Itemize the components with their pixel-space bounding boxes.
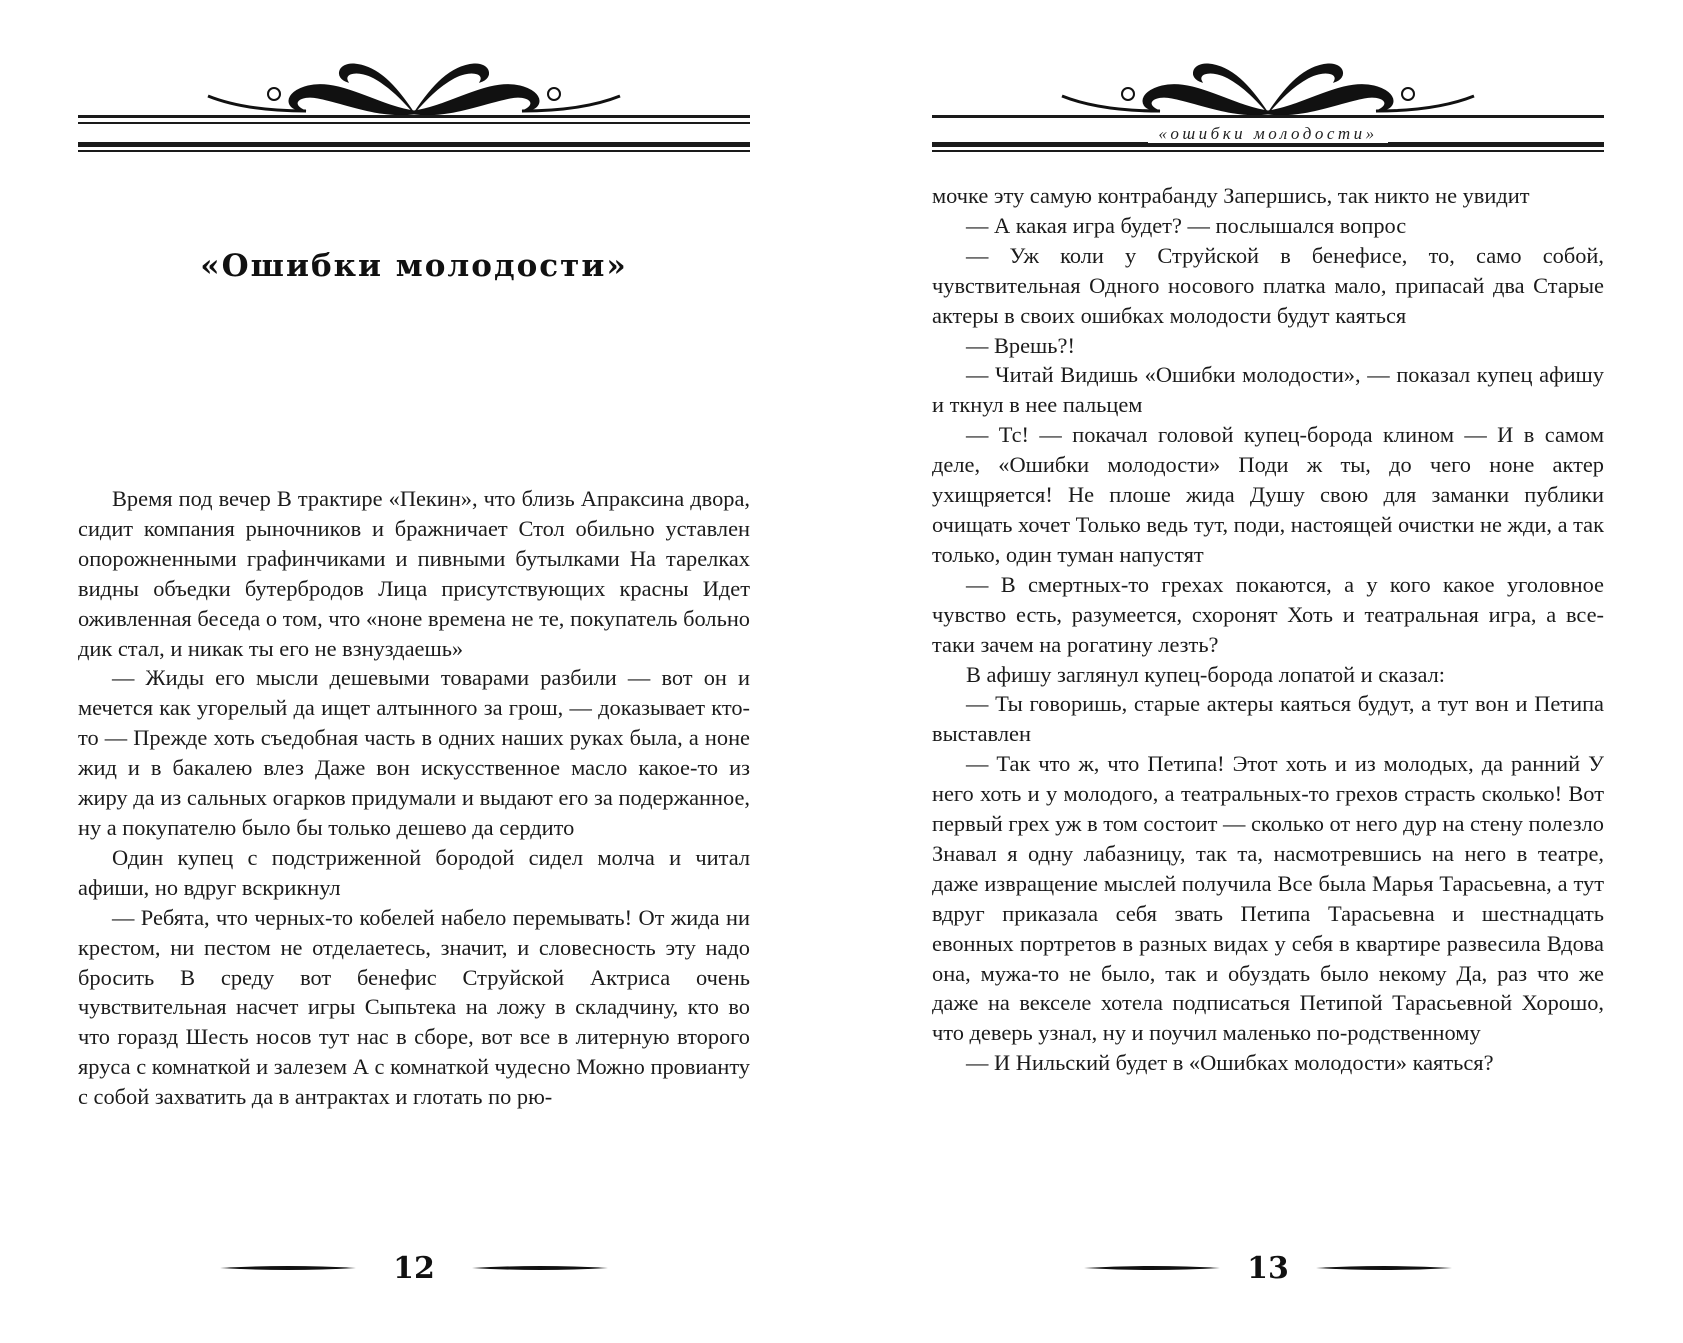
page-number: 13 [1247,1251,1289,1286]
footer-flourish-right-icon [470,1261,610,1275]
paragraph: Один купец с подстриженной бородой сидел молча и читал афиши, но вдруг вскрикнул [78,844,750,900]
paragraph: — Ребята, что черных-то кобелей набело перемывать! От жида ни крестом, ни пестом не отделаетесь, значит, и словесность эту надо бросить В среду вот бенефис Струйской Актриса очень чувствительная насчет игры Сыпьтека на ложу в складчину, кто во что горазд Шесть носов тут нас в сборе, вот все в литерную второго яруса с комнаткой и залезем А с комнаткой чудесно Можно провианту с собой захватить да в антрактах и глотать по рю- [78,904,750,1110]
running-head-text: «ошибки молодости» [1148,124,1387,143]
header-ornament-icon [78,56,750,118]
paragraph: мочке эту самую контрабанду Запершись, так никто не увидит [932,183,1530,208]
running-head [932,124,1604,144]
left-page [78,0,750,1343]
paragraph: — Тс! — покачал головой купец-борода клином — И в самом деле, «Ошибки молодости» Поди ж ты, до чего ноне актер ухищряется! Не плоше жида Душу свою для заманки публики очищать хочет Только ведь тут, поди, настоящей очистки не жди, а так только, один туман напустят [932,422,1604,567]
paragraph: — Ты говоришь, старые актеры каяться будут, а тут вон и Петипа выставлен [932,691,1604,747]
paragraph: В афишу заглянул купец-борода лопатой и сказал: [966,661,1445,687]
paragraph: — Жиды его мысли дешевыми товарами разбили — вот он и мечется как угорелый да ищет алтынного за грош, — доказывает кто-то — Прежде хоть съедобная часть в одних наших руках была, а ноне жид и в бакалею влез Даже вон искусственное масло какое-то из жиру да из сальных огарков придумали и выдают его за подержанное, ну а покупателю было бы только дешево да сердито [78,665,750,840]
paragraph: Время под вечер В трактире «Пекин», что близь Апраксина двора, сидит компания рыночников и бражничает Стол обильно уставлен опорожненными графинчиками и пивными бутылками На тарелках видны объедки бутербродов Лица присутствующих красны Идет оживленная беседа о том, что «ноне времена не те, покупатель больно дик стал, и никак ты его не взнуздаешь» [78,486,750,661]
paragraph: — Так что ж, что Петипа! Этот хоть и из молодых, да ранний У него хоть и у молодого, а театральных-то грехов страсть сколько! Вот первый грех уж в том состоит — сколько от него дур на стену полезло Знавал я одну лабазницу, так та, насмотревшись на него в театре, даже извращение мыслей получила Все была Марья Тарасьевна, а тут вдруг приказала себя звать Петипа Тарасьевна и шестнадцать евонных портретов в разных видах у себя в квартире развесила Вдова она, мужа-то не было, так и обуздать было некому Да, раз что же даже на векселе хотела подписаться Петипой Тарасьевной Хорошо, что деверь узнал, ну и поучил маленько по-родственному [932,751,1604,1046]
header-ornament-icon [932,56,1604,118]
header-rules [78,115,750,155]
page-number-footer [932,1251,1604,1287]
chapter-title: «Ошибки молодости» [200,248,628,284]
page-number-footer [78,1251,750,1287]
paragraph: — В смертных-то грехах покаются, а у кого какое уголовное чувство есть, разумеется, схоронят Хоть и театральная игра, а все-таки зачем на рогатину лезть? [932,571,1604,657]
left-body-text [78,484,750,1112]
paragraph: — А какая игра будет? — послышался вопрос [966,212,1407,238]
footer-flourish-left-icon [218,1261,358,1275]
paragraph: — И Нильский будет в «Ошибках молодости» каяться? [966,1050,1494,1076]
page-number: 12 [393,1251,435,1286]
footer-flourish-left-icon [1082,1261,1222,1275]
paragraph: — Читай Видишь «Ошибки молодости», — показал купец афишу и ткнул в нее пальцем [932,362,1604,418]
right-page [932,0,1604,1343]
footer-flourish-right-icon [1314,1261,1454,1275]
right-body-text [932,181,1604,1078]
paragraph: — Врешь?! [966,332,1075,358]
paragraph: — Уж коли у Струйской в бенефисе, то, само собой, чувствительная Одного носового платка мало, припасай два Старые актеры в своих ошибках молодости будут каяться [932,242,1604,328]
